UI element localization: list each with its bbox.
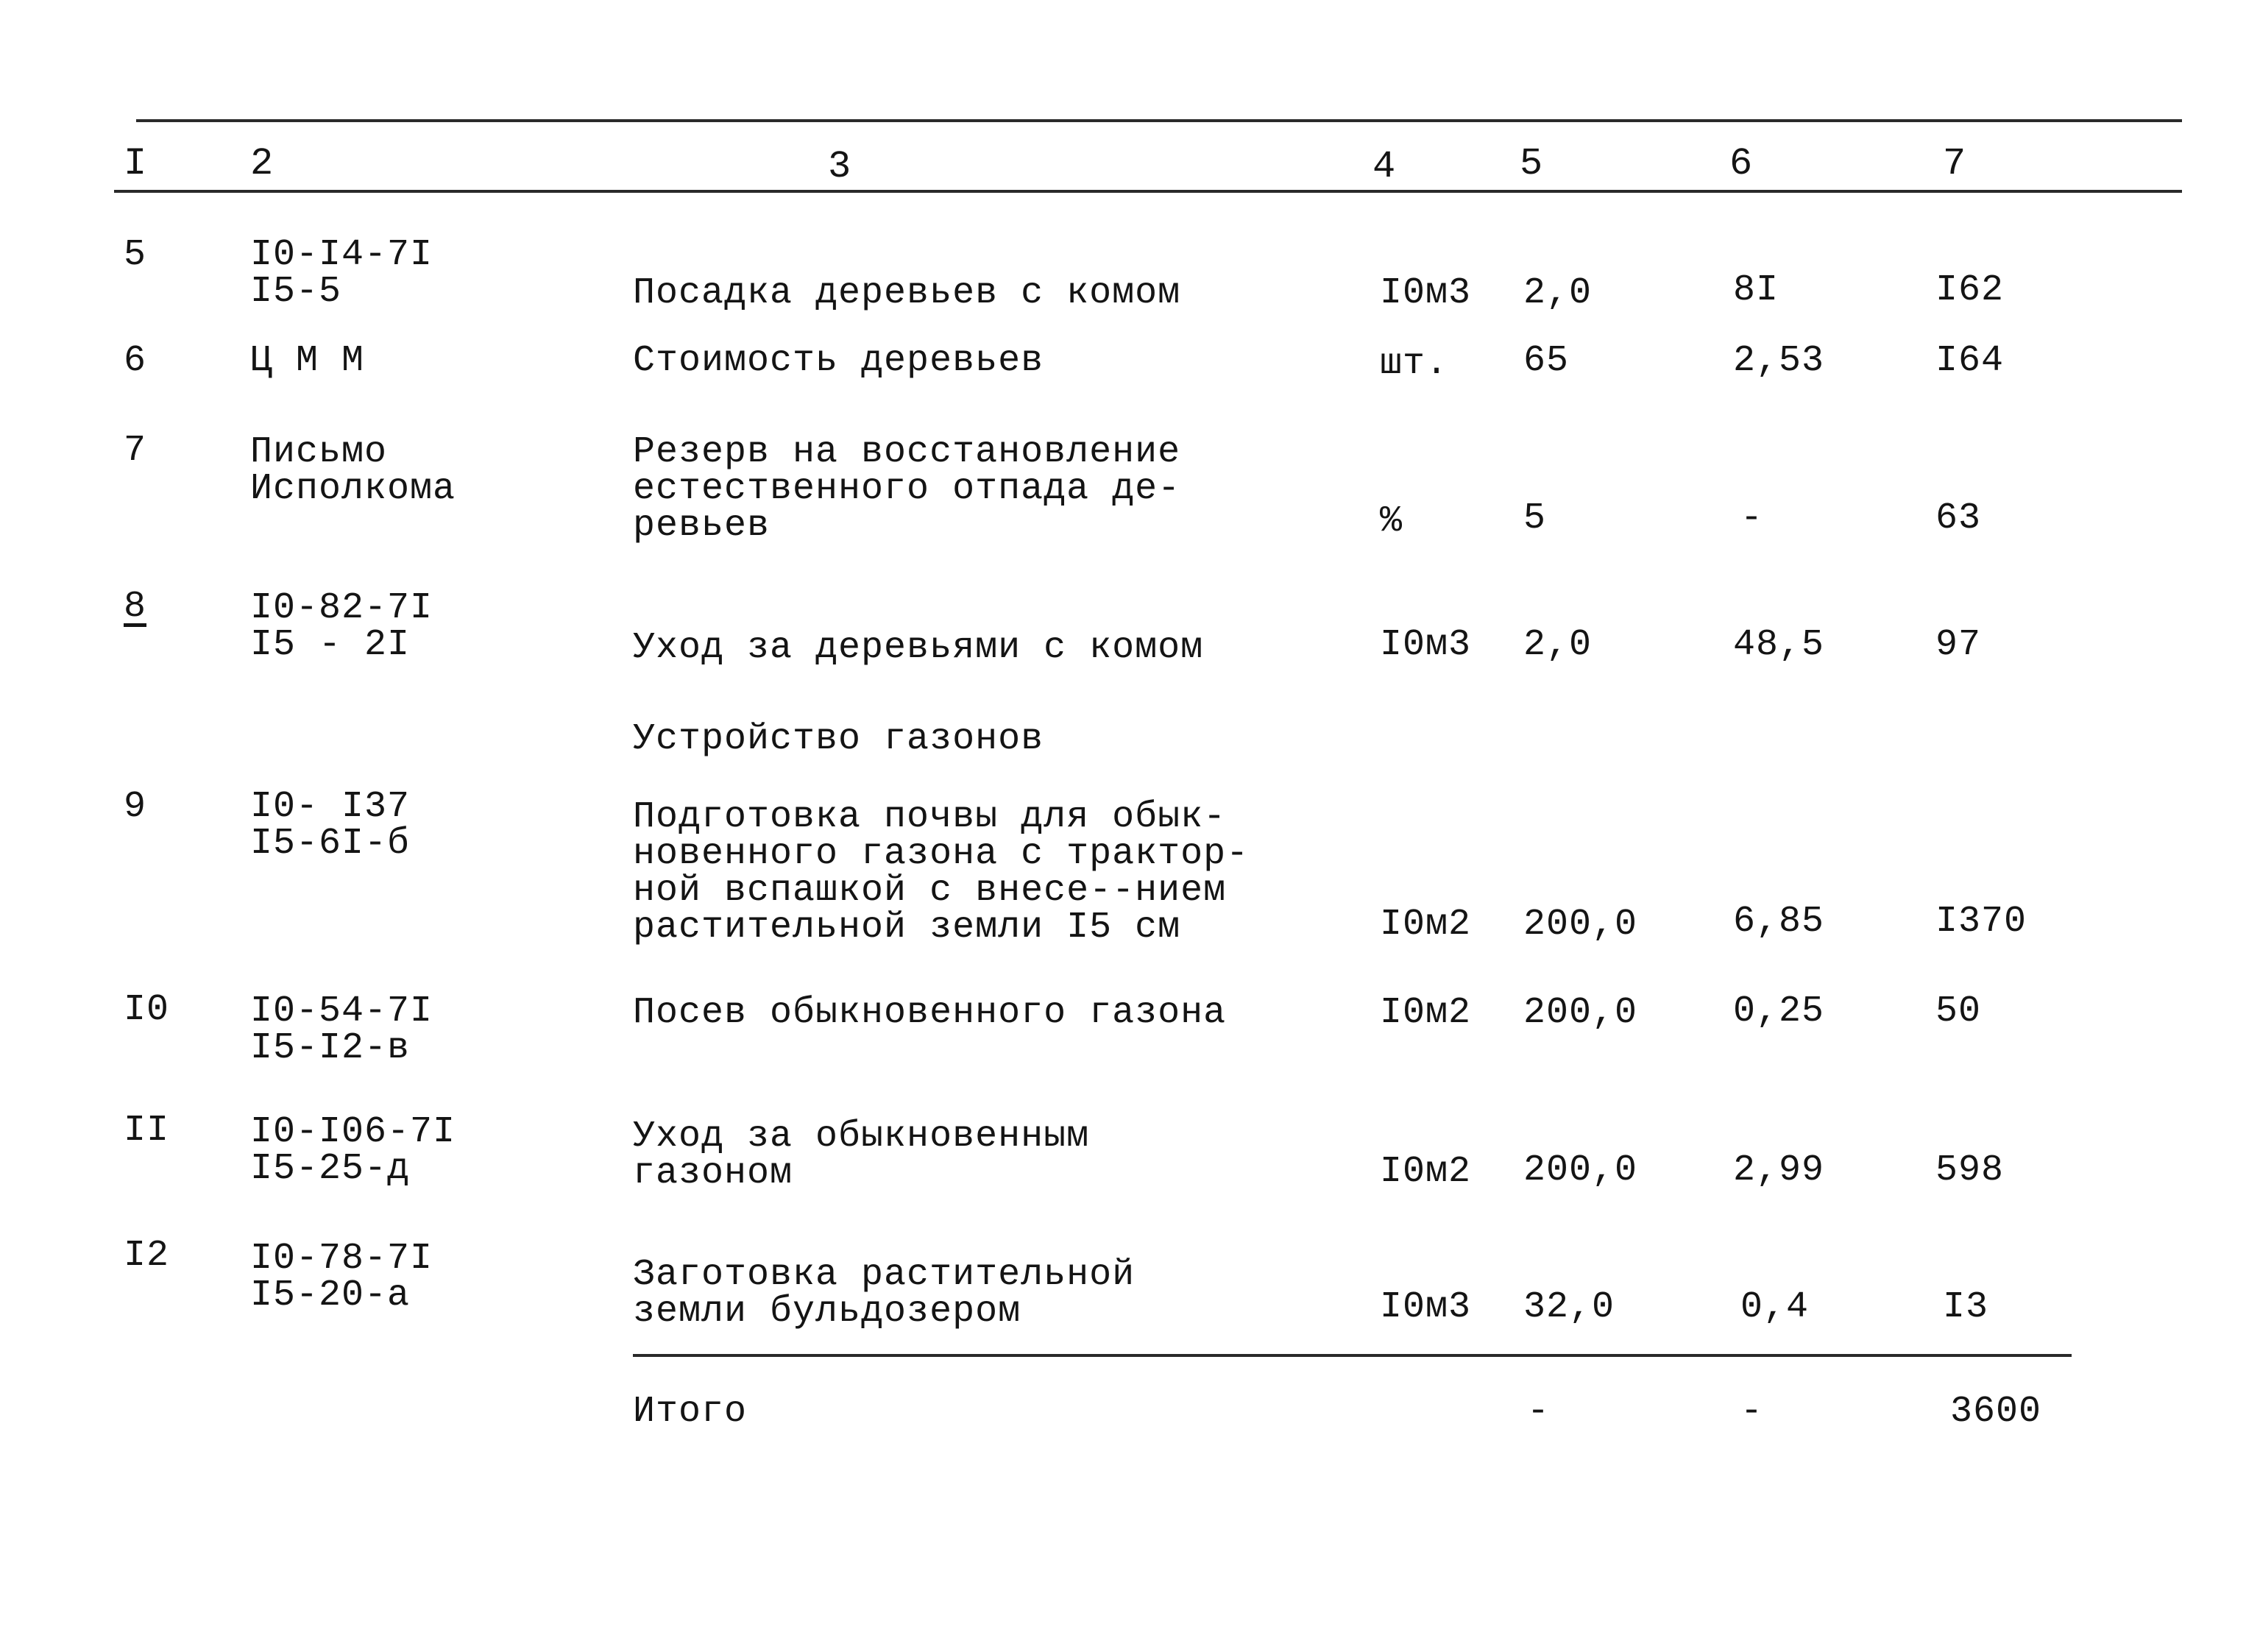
row-5-total: I62 [1935, 269, 2005, 311]
row-10-qty: 200,0 [1523, 992, 1638, 1034]
row-10-code: I0-54-7I I5-I2-в [250, 990, 433, 1069]
row-8-no: 8 [124, 586, 147, 628]
row-10-unit: I0м2 [1380, 992, 1472, 1034]
row-12-price: 0,4 [1740, 1286, 1810, 1328]
row-6-code: Ц М М [250, 340, 365, 382]
header-col-4: 4 [1372, 145, 1397, 188]
row-9-unit: I0м2 [1380, 904, 1472, 946]
row-6-unit: шт. [1380, 343, 1449, 385]
row-7-name: Резерв на восстановление естественного отпада де- ревьев [633, 431, 1181, 547]
header-col-2: 2 [250, 142, 274, 185]
row-10-name: Посев обыкновенного газона [633, 992, 1227, 1034]
row-8-code: I0-82-7I I5 - 2I [250, 587, 433, 666]
section-heading: Устройство газонов [633, 718, 1044, 760]
total-price: - [1740, 1391, 1764, 1433]
row-6-total: I64 [1935, 340, 2005, 382]
row-9-total: I370 [1935, 901, 2027, 943]
row-12-unit: I0м3 [1380, 1286, 1472, 1328]
row-8-total: 97 [1935, 624, 1982, 666]
row-11-code: I0-I06-7I I5-25-д [250, 1111, 456, 1190]
row-5-code: I0-I4-7I I5-5 [250, 234, 433, 313]
row-12-code: I0-78-7I I5-20-а [250, 1238, 433, 1316]
row-8-unit: I0м3 [1380, 624, 1472, 666]
header-col-6: 6 [1729, 142, 1754, 185]
row-10-no: I0 [124, 989, 170, 1031]
row-7-total: 63 [1935, 497, 1982, 539]
header-col-1: I [124, 142, 148, 185]
row-5-qty: 2,0 [1523, 272, 1593, 314]
row-6-name: Стоимость деревьев [633, 340, 1044, 382]
row-11-no: II [124, 1110, 170, 1152]
row-8-qty: 2,0 [1523, 624, 1593, 666]
row-12-no: I2 [124, 1235, 170, 1277]
totals-rule [633, 1354, 2072, 1357]
row-5-unit: I0м3 [1380, 272, 1472, 314]
row-9-price: 6,85 [1733, 901, 1825, 943]
row-11-price: 2,99 [1733, 1149, 1825, 1191]
row-11-qty: 200,0 [1523, 1149, 1638, 1191]
row-8-name: Уход за деревьями с комом [633, 627, 1204, 669]
row-7-code: Письмо Исполкома [250, 431, 456, 510]
row-7-unit: % [1380, 500, 1403, 542]
row-9-qty: 200,0 [1523, 904, 1638, 946]
row-6-no: 6 [124, 340, 147, 382]
top-rule [136, 119, 2182, 122]
row-6-qty: 65 [1523, 340, 1570, 382]
row-9-no: 9 [124, 786, 147, 828]
row-11-total: 598 [1935, 1149, 2005, 1191]
row-6-price: 2,53 [1733, 340, 1825, 382]
row-8-price: 48,5 [1733, 624, 1825, 666]
row-9-name: Подготовка почвы для обык- новенного газона с трактор- ной вспашкой с внесе--нием растительной земли I5 см [633, 796, 1250, 949]
row-11-unit: I0м2 [1380, 1151, 1472, 1193]
row-7-no: 7 [124, 430, 147, 472]
row-5-no: 5 [124, 234, 147, 276]
row-12-qty: 32,0 [1523, 1286, 1615, 1328]
row-11-name: Уход за обыкновенным газоном [633, 1116, 1090, 1194]
row-12-name: Заготовка растительной земли бульдозером [633, 1254, 1136, 1333]
header-col-3: 3 [828, 145, 852, 188]
row-12-total: I3 [1943, 1286, 1989, 1328]
total-qty: - [1527, 1391, 1551, 1433]
row-7-qty: 5 [1523, 497, 1547, 539]
row-10-price: 0,25 [1733, 990, 1825, 1032]
total-sum: 3600 [1950, 1391, 2042, 1433]
row-10-total: 50 [1935, 990, 1982, 1032]
row-5-name: Посадка деревьев с комом [633, 272, 1181, 314]
header-col-7: 7 [1943, 142, 1967, 185]
row-9-code: I0- I37 I5-6I-б [250, 786, 411, 865]
header-rule [114, 190, 2182, 193]
row-7-price: - [1740, 497, 1764, 539]
header-col-5: 5 [1520, 142, 1544, 185]
row-5-price: 8I [1733, 269, 1779, 311]
total-label: Итого [633, 1391, 748, 1433]
